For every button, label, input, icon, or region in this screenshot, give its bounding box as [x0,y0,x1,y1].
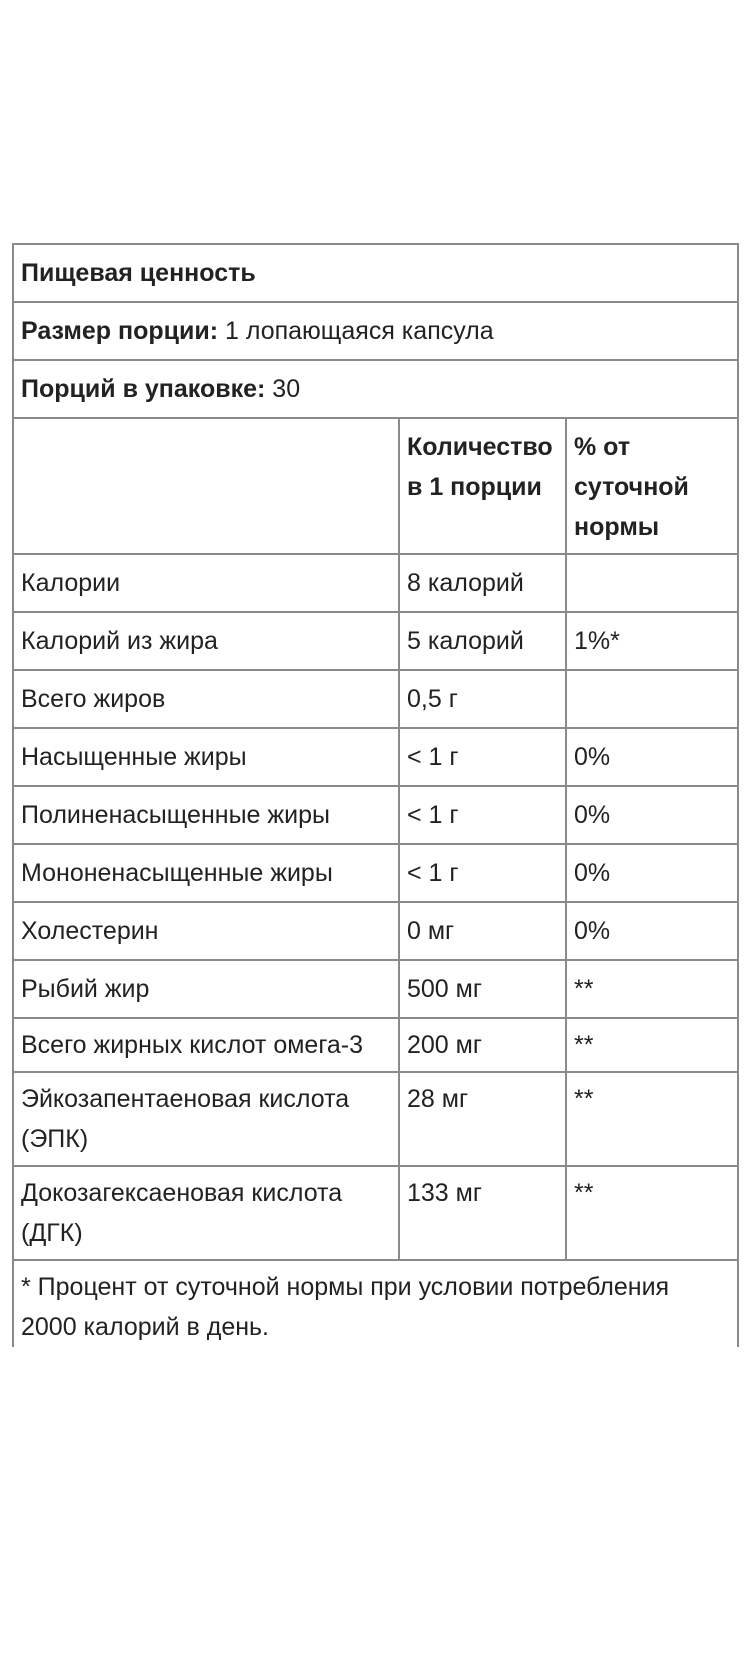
nutrient-daily-value: 0% [566,902,738,960]
nutrient-name: Холестерин [13,902,399,960]
table-row [13,554,738,612]
nutrition-facts-table [12,243,739,1347]
serving-size-row [13,302,738,360]
nutrient-amount: 200 мг [399,1018,566,1072]
nutrient-name: Рыбий жир [13,960,399,1018]
table-row [13,902,738,960]
nutrient-name: Всего жирных кислот омега-3 [13,1018,399,1072]
nutrient-amount: 0,5 г [399,670,566,728]
bottom-blank-area [0,1413,745,1660]
nutrient-name: Всего жиров [13,670,399,728]
nutrient-daily-value: ** [566,960,738,1018]
nutrient-amount: < 1 г [399,728,566,786]
nutrient-daily-value: 0% [566,786,738,844]
nutrient-amount: 133 мг [399,1166,566,1260]
nutrient-amount: 0 мг [399,902,566,960]
table-row [13,1166,738,1260]
nutrient-amount: 8 калорий [399,554,566,612]
serving-size-cell [13,302,738,360]
footnote-row [13,1260,738,1347]
nutrient-daily-value: 0% [566,728,738,786]
nutrient-daily-value [566,554,738,612]
column-header-daily-value: % от суточной нормы [566,418,738,554]
servings-label: Порций в упаковке: [21,375,266,403]
nutrient-amount: < 1 г [399,844,566,902]
title-row [13,244,738,302]
table-row [13,786,738,844]
nutrient-daily-value: ** [566,1166,738,1260]
table-row [13,612,738,670]
footnote-text: * Процент от суточной нормы при условии потребления 2000 калорий в день. [13,1260,738,1347]
nutrient-amount: 28 мг [399,1072,566,1166]
servings-per-container-row [13,360,738,418]
nutrient-name: Эйкозапентаеновая кислота (ЭПК) [13,1072,399,1166]
nutrient-daily-value: ** [566,1018,738,1072]
nutrient-name: Калории [13,554,399,612]
nutrient-name: Докозагексаеновая кислота (ДГК) [13,1166,399,1260]
table-row [13,1018,738,1072]
nutrient-name: Калорий из жира [13,612,399,670]
nutrient-amount: 500 мг [399,960,566,1018]
servings-value: 30 [265,375,301,403]
nutrient-name: Полиненасыщенные жиры [13,786,399,844]
nutrient-name: Насыщенные жиры [13,728,399,786]
nutrient-amount: < 1 г [399,786,566,844]
column-header-amount: Количество в 1 порции [399,418,566,554]
serving-size-label: Размер порции: [21,317,219,345]
table-row [13,1072,738,1166]
table-row [13,728,738,786]
table-row [13,670,738,728]
table-title: Пищевая ценность [13,244,738,302]
nutrient-name: Мононенасыщенные жиры [13,844,399,902]
column-header-name [13,418,399,554]
nutrient-amount: 5 калорий [399,612,566,670]
nutrient-daily-value: 0% [566,844,738,902]
nutrient-daily-value: 1%* [566,612,738,670]
servings-cell [13,360,738,418]
column-header-row [13,418,738,554]
nutrient-daily-value: ** [566,1072,738,1166]
table-row [13,960,738,1018]
table-row [13,844,738,902]
serving-size-value: 1 лопающаяся капсула [218,317,494,345]
nutrient-daily-value [566,670,738,728]
